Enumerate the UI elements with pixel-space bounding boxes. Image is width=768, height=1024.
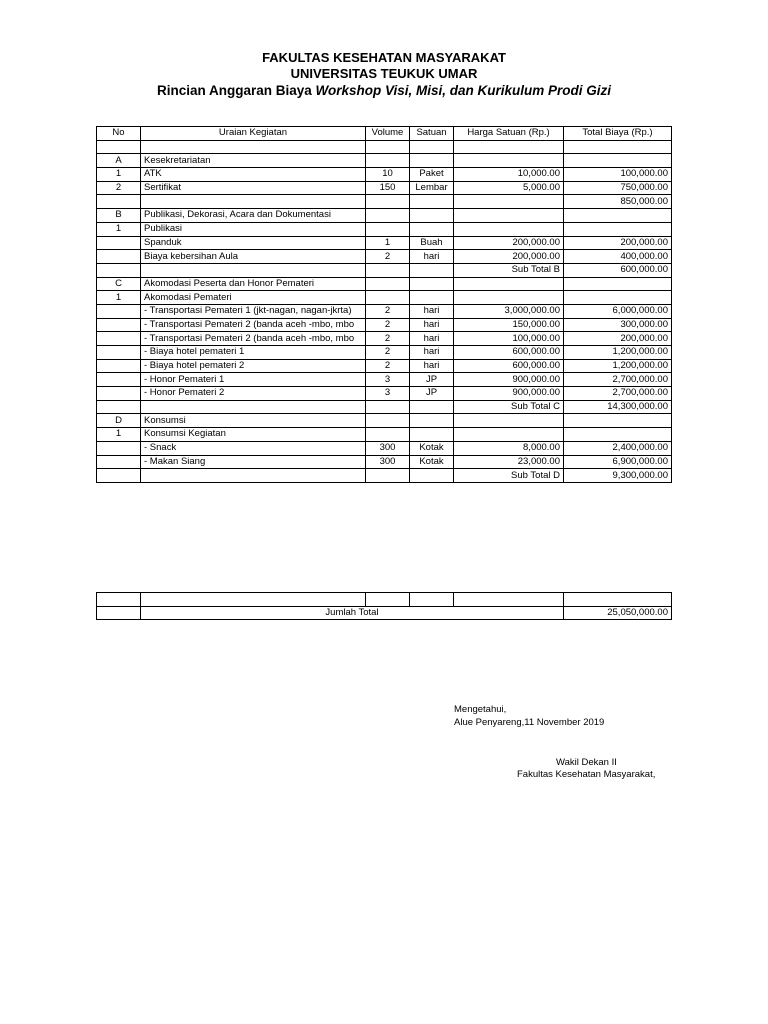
cell-uraian	[141, 140, 366, 154]
cell-harga	[454, 195, 564, 209]
cell-satuan: hari	[410, 359, 454, 373]
cell-total	[564, 209, 672, 223]
cell-no: B	[97, 209, 141, 223]
cell-harga: 200,000.00	[454, 250, 564, 264]
cell-volume: 1	[366, 236, 410, 250]
cell-volume: 10	[366, 168, 410, 182]
cell-no	[97, 346, 141, 360]
cell-no	[97, 195, 141, 209]
cell-harga: 5,000.00	[454, 181, 564, 195]
cell-uraian: ATK	[141, 168, 366, 182]
cell-satuan	[410, 154, 454, 168]
cell-volume	[366, 140, 410, 154]
cell-uraian	[141, 195, 366, 209]
cell-total	[564, 140, 672, 154]
cell-satuan	[410, 195, 454, 209]
cell-total: 750,000.00	[564, 181, 672, 195]
table-row	[97, 400, 672, 414]
header-university: UNIVERSITAS TEUKUK UMAR	[290, 66, 478, 81]
table-cell	[141, 593, 366, 607]
cell-satuan: hari	[410, 332, 454, 346]
cell-volume: 300	[366, 455, 410, 469]
cell-no	[97, 332, 141, 346]
header-title-prefix: Rincian Anggaran Biaya	[156, 83, 316, 98]
cell-harga: 600,000.00	[454, 359, 564, 373]
cell-harga: 600,000.00	[454, 346, 564, 360]
cell-total: 200,000.00	[564, 236, 672, 250]
cell-satuan: hari	[410, 318, 454, 332]
header-faculty: FAKULTAS KESEHATAN MASYARAKAT	[262, 50, 506, 65]
cell-total: 6,000,000.00	[564, 304, 672, 318]
table-cell	[97, 606, 141, 620]
cell-satuan	[410, 469, 454, 483]
cell-no	[97, 469, 141, 483]
cell-volume: 2	[366, 304, 410, 318]
cell-satuan	[410, 400, 454, 414]
cell-satuan	[410, 140, 454, 154]
signature-title: Wakil Dekan II	[556, 757, 617, 768]
cell-uraian: Akomodasi Pemateri	[141, 291, 366, 305]
cell-no: 1	[97, 428, 141, 442]
cell-harga	[454, 140, 564, 154]
table-row	[97, 209, 672, 223]
table-row	[97, 455, 672, 469]
cell-total: 14,300,000.00	[564, 400, 672, 414]
cell-total: 400,000.00	[564, 250, 672, 264]
cell-harga	[454, 277, 564, 291]
table-row	[97, 373, 672, 387]
cell-volume	[366, 195, 410, 209]
cell-uraian: Biaya kebersihan Aula	[141, 250, 366, 264]
cell-satuan	[410, 263, 454, 277]
cell-no	[97, 387, 141, 401]
cell-uraian: Akomodasi Peserta dan Honor Pemateri	[141, 277, 366, 291]
table-row	[97, 441, 672, 455]
table-cell	[564, 593, 672, 607]
cell-no	[97, 441, 141, 455]
cell-no: A	[97, 154, 141, 168]
cell-uraian: Publikasi	[141, 222, 366, 236]
cell-total: 2,700,000.00	[564, 373, 672, 387]
cell-total: 200,000.00	[564, 332, 672, 346]
cell-total: 1,200,000.00	[564, 359, 672, 373]
cell-satuan: Lembar	[410, 181, 454, 195]
table-row	[97, 154, 672, 168]
cell-satuan	[410, 277, 454, 291]
cell-harga: Sub Total D	[454, 469, 564, 483]
cell-satuan: JP	[410, 373, 454, 387]
cell-satuan	[410, 414, 454, 428]
table-row	[97, 168, 672, 182]
cell-no: C	[97, 277, 141, 291]
column-header-no: No	[97, 127, 141, 141]
column-header-volume: Volume	[366, 127, 410, 141]
table-row	[97, 346, 672, 360]
header-title	[0, 83, 768, 99]
cell-volume	[366, 154, 410, 168]
cell-total	[564, 414, 672, 428]
signature-place-date: Alue Penyareng,11 November 2019	[454, 717, 605, 728]
cell-total	[564, 222, 672, 236]
cell-uraian	[141, 263, 366, 277]
cell-harga: 200,000.00	[454, 236, 564, 250]
cell-no: 1	[97, 222, 141, 236]
cell-uraian: Spanduk	[141, 236, 366, 250]
table-row	[97, 387, 672, 401]
table-row	[97, 140, 672, 154]
cell-satuan: Paket	[410, 168, 454, 182]
cell-satuan: hari	[410, 250, 454, 264]
cell-no	[97, 304, 141, 318]
table-row	[97, 304, 672, 318]
cell-uraian: Konsumsi	[141, 414, 366, 428]
cell-harga: 8,000.00	[454, 441, 564, 455]
cell-total	[564, 154, 672, 168]
cell-harga: 150,000.00	[454, 318, 564, 332]
cell-total	[564, 277, 672, 291]
cell-volume	[366, 291, 410, 305]
cell-volume: 2	[366, 332, 410, 346]
cell-harga: Sub Total C	[454, 400, 564, 414]
total-spacer-row	[97, 593, 672, 607]
cell-harga	[454, 222, 564, 236]
cell-volume	[366, 428, 410, 442]
cell-satuan: hari	[410, 346, 454, 360]
cell-total: 6,900,000.00	[564, 455, 672, 469]
cell-uraian: - Transportasi Pemateri 2 (banda aceh -mbo, mbo	[141, 318, 366, 332]
table-row	[97, 263, 672, 277]
cell-volume: 150	[366, 181, 410, 195]
cell-volume	[366, 414, 410, 428]
cell-no	[97, 318, 141, 332]
table-cell	[366, 593, 410, 607]
table-cell	[410, 593, 454, 607]
cell-satuan: hari	[410, 304, 454, 318]
cell-total: 2,400,000.00	[564, 441, 672, 455]
cell-volume: 2	[366, 346, 410, 360]
cell-uraian: - Transportasi Pemateri 1 (jkt-nagan, nagan-jkrta)	[141, 304, 366, 318]
total-label: Jumlah Total	[141, 606, 564, 620]
column-header-satuan: Satuan	[410, 127, 454, 141]
cell-total: 2,700,000.00	[564, 387, 672, 401]
column-header-uraian: Uraian Kegiatan	[141, 127, 366, 141]
cell-uraian: Publikasi, Dekorasi, Acara dan Dokumentasi	[141, 209, 366, 223]
cell-no: 1	[97, 168, 141, 182]
cell-uraian: Kesekretariatan	[141, 154, 366, 168]
total-table	[96, 592, 672, 620]
cell-volume	[366, 209, 410, 223]
cell-satuan: JP	[410, 387, 454, 401]
cell-uraian: - Snack	[141, 441, 366, 455]
cell-no	[97, 400, 141, 414]
cell-total	[564, 291, 672, 305]
signature-faculty: Fakultas Kesehatan Masyarakat,	[517, 769, 656, 780]
cell-harga	[454, 154, 564, 168]
cell-no	[97, 236, 141, 250]
cell-volume: 2	[366, 359, 410, 373]
table-row	[97, 332, 672, 346]
cell-volume: 2	[366, 318, 410, 332]
cell-no: 1	[97, 291, 141, 305]
cell-uraian	[141, 469, 366, 483]
cell-uraian: - Makan Siang	[141, 455, 366, 469]
cell-no	[97, 263, 141, 277]
cell-harga	[454, 291, 564, 305]
cell-volume: 300	[366, 441, 410, 455]
cell-volume: 3	[366, 387, 410, 401]
cell-harga: 3,000,000.00	[454, 304, 564, 318]
cell-total	[564, 428, 672, 442]
table-cell	[454, 593, 564, 607]
cell-satuan: Buah	[410, 236, 454, 250]
cell-uraian: Konsumsi Kegiatan	[141, 428, 366, 442]
cell-harga: Sub Total B	[454, 263, 564, 277]
cell-volume: 2	[366, 250, 410, 264]
cell-harga: 23,000.00	[454, 455, 564, 469]
cell-total: 100,000.00	[564, 168, 672, 182]
cell-volume	[366, 222, 410, 236]
table-row	[97, 181, 672, 195]
cell-total: 600,000.00	[564, 263, 672, 277]
column-header-total: Total Biaya (Rp.)	[564, 127, 672, 141]
budget-table	[96, 126, 672, 483]
cell-total: 300,000.00	[564, 318, 672, 332]
table-row	[97, 469, 672, 483]
cell-harga	[454, 209, 564, 223]
cell-no	[97, 359, 141, 373]
table-row	[97, 277, 672, 291]
cell-uraian: Sertifikat	[141, 181, 366, 195]
table-row	[97, 195, 672, 209]
cell-uraian	[141, 400, 366, 414]
table-row	[97, 428, 672, 442]
cell-uraian: - Honor Pemateri 1	[141, 373, 366, 387]
cell-no: 2	[97, 181, 141, 195]
cell-satuan	[410, 291, 454, 305]
column-header-harga: Harga Satuan (Rp.)	[454, 127, 564, 141]
table-row	[97, 318, 672, 332]
table-row	[97, 359, 672, 373]
cell-total: 850,000.00	[564, 195, 672, 209]
cell-volume: 3	[366, 373, 410, 387]
cell-total: 1,200,000.00	[564, 346, 672, 360]
cell-volume	[366, 400, 410, 414]
total-row	[97, 606, 672, 620]
signature-acknowledged: Mengetahui,	[454, 704, 507, 715]
cell-no	[97, 250, 141, 264]
cell-harga	[454, 428, 564, 442]
cell-harga: 900,000.00	[454, 387, 564, 401]
cell-no: D	[97, 414, 141, 428]
cell-uraian: - Transportasi Pemateri 2 (banda aceh -mbo, mbo	[141, 332, 366, 346]
cell-harga	[454, 414, 564, 428]
cell-no	[97, 455, 141, 469]
cell-satuan	[410, 428, 454, 442]
cell-no	[97, 373, 141, 387]
table-row	[97, 250, 672, 264]
cell-total: 9,300,000.00	[564, 469, 672, 483]
cell-uraian: - Biaya hotel pemateri 2	[141, 359, 366, 373]
table-row	[97, 291, 672, 305]
total-value: 25,050,000.00	[564, 606, 672, 620]
cell-satuan: Kotak	[410, 441, 454, 455]
cell-harga: 100,000.00	[454, 332, 564, 346]
header-title-italic: Workshop Visi, Misi, dan Kurikulum Prodi Gizi	[315, 83, 612, 98]
table-row	[97, 236, 672, 250]
cell-no	[97, 140, 141, 154]
budget-table-body	[97, 127, 672, 483]
cell-uraian: - Biaya hotel pemateri 1	[141, 346, 366, 360]
cell-uraian: - Honor Pemateri 2	[141, 387, 366, 401]
cell-satuan	[410, 222, 454, 236]
table-row	[97, 222, 672, 236]
cell-volume	[366, 263, 410, 277]
cell-satuan	[410, 209, 454, 223]
table-header-row	[97, 127, 672, 141]
cell-volume	[366, 277, 410, 291]
cell-satuan: Kotak	[410, 455, 454, 469]
table-cell	[97, 593, 141, 607]
cell-harga: 10,000.00	[454, 168, 564, 182]
table-row	[97, 414, 672, 428]
cell-volume	[366, 469, 410, 483]
cell-harga: 900,000.00	[454, 373, 564, 387]
